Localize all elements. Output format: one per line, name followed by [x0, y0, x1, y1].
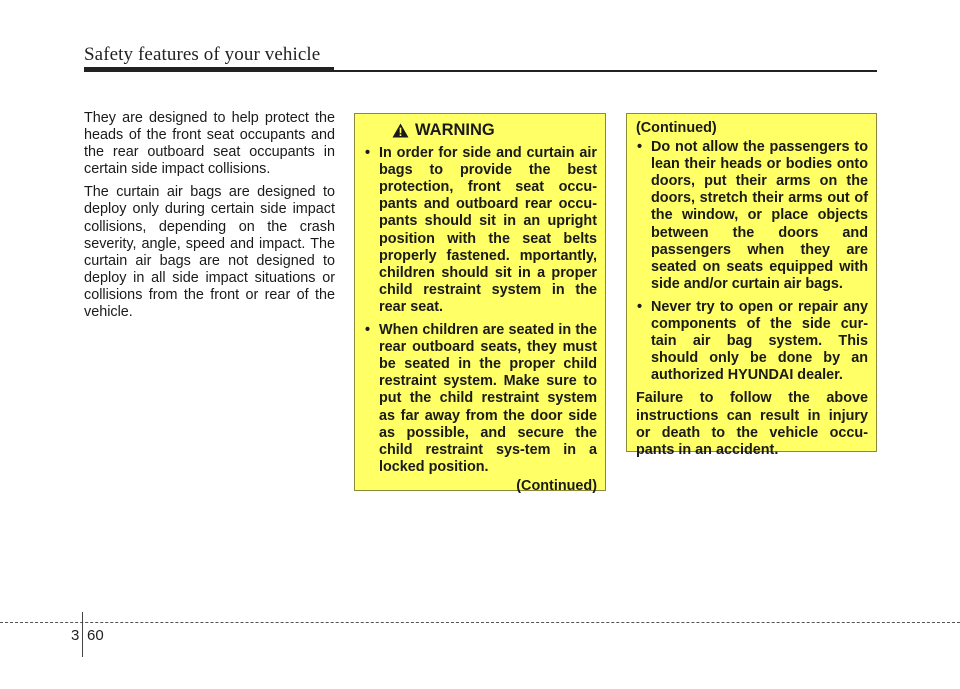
warning-left-list	[364, 145, 597, 476]
warning-box-right	[626, 113, 877, 458]
intro-paragraph-1: They are designed to help protect the heads of the front seat occupants and the rear outboard seat occupants in certain side impact collisions.	[84, 110, 335, 178]
footer-divider	[82, 612, 83, 657]
warning-summary: Failure to follow the above instructions can result in injury or death to the vehicle occu-pants in an accident.	[636, 390, 868, 458]
warning-triangle-icon	[392, 123, 409, 138]
list-item: • When children are seated in the rear outboard seats, they must be seated in the proper child restraint system. Make sure to put the child restraint system as far away from the door side as possible, and secure the child restraint sys-tem in a locked position.	[365, 322, 597, 475]
continued-label: (Continued)	[636, 120, 717, 136]
chapter-number: 3	[71, 627, 80, 644]
header-rule-thick	[84, 67, 334, 72]
list-item: • In order for side and curtain air bags to provide the best protection, front seat occu-pants and outboard rear occu-pants should sit in an upright position with the seat belts properly fastened. mportantly, children should sit in a proper child restraint system in the rear seat.	[365, 145, 597, 315]
warning-right-list	[636, 139, 868, 384]
list-item-text: In order for side and curtain air bags to provide the best protection, front seat occu-pants and outboard rear occu-pants should sit in an upright position with the seat belts properly fastened. mportantly, children should sit in a proper child restraint system in the rear seat.	[379, 145, 597, 315]
warning-heading-label: WARNING	[415, 121, 495, 139]
header-rule-thin	[334, 70, 877, 72]
list-item-text: Never try to open or repair any components of the side cur-tain air bag system. This should only be done by an authorized HYUNDAI dealer.	[651, 298, 868, 384]
list-item-text: When children are seated in the rear outboard seats, they must be seated in the proper child restraint system. Make sure to put the child restraint system as far away from the door side as possible, and secure the child restraint sys-tem in a locked position.	[379, 322, 597, 475]
continued-label: (Continued)	[516, 477, 597, 494]
page-header-title: Safety features of your vehicle	[84, 44, 321, 65]
footer-rule	[0, 622, 960, 623]
list-item-text: Do not allow the passengers to lean their heads or bodies onto doors, put their arms on the doors, stretch their arms out of the window, or place objects between the doors and passengers when they are seated on seats equipped with side and/or curtain air bags.	[651, 139, 868, 292]
list-item: • Never try to open or repair any components of the side cur-tain air bag system. This should only be done by an authorized HYUNDAI dealer.	[637, 298, 868, 384]
warning-box-left	[354, 113, 606, 494]
page-number: 60	[87, 627, 104, 644]
warning-heading	[364, 122, 597, 139]
intro-paragraph-2: The curtain air bags are designed to deploy only during certain side impact collisions, depending on the crash severity, angle, speed and impact. The curtain air bags are not designed to deploy in all side impact situations or collisions from the front or rear of the vehicle.	[84, 184, 335, 321]
intro-text	[84, 110, 335, 327]
list-item: • Do not allow the passengers to lean their heads or bodies onto doors, put their arms on the doors, stretch their arms out of the window, or place objects between the doors and passengers when they are seated on seats equipped with side and/or curtain air bags.	[637, 139, 868, 292]
